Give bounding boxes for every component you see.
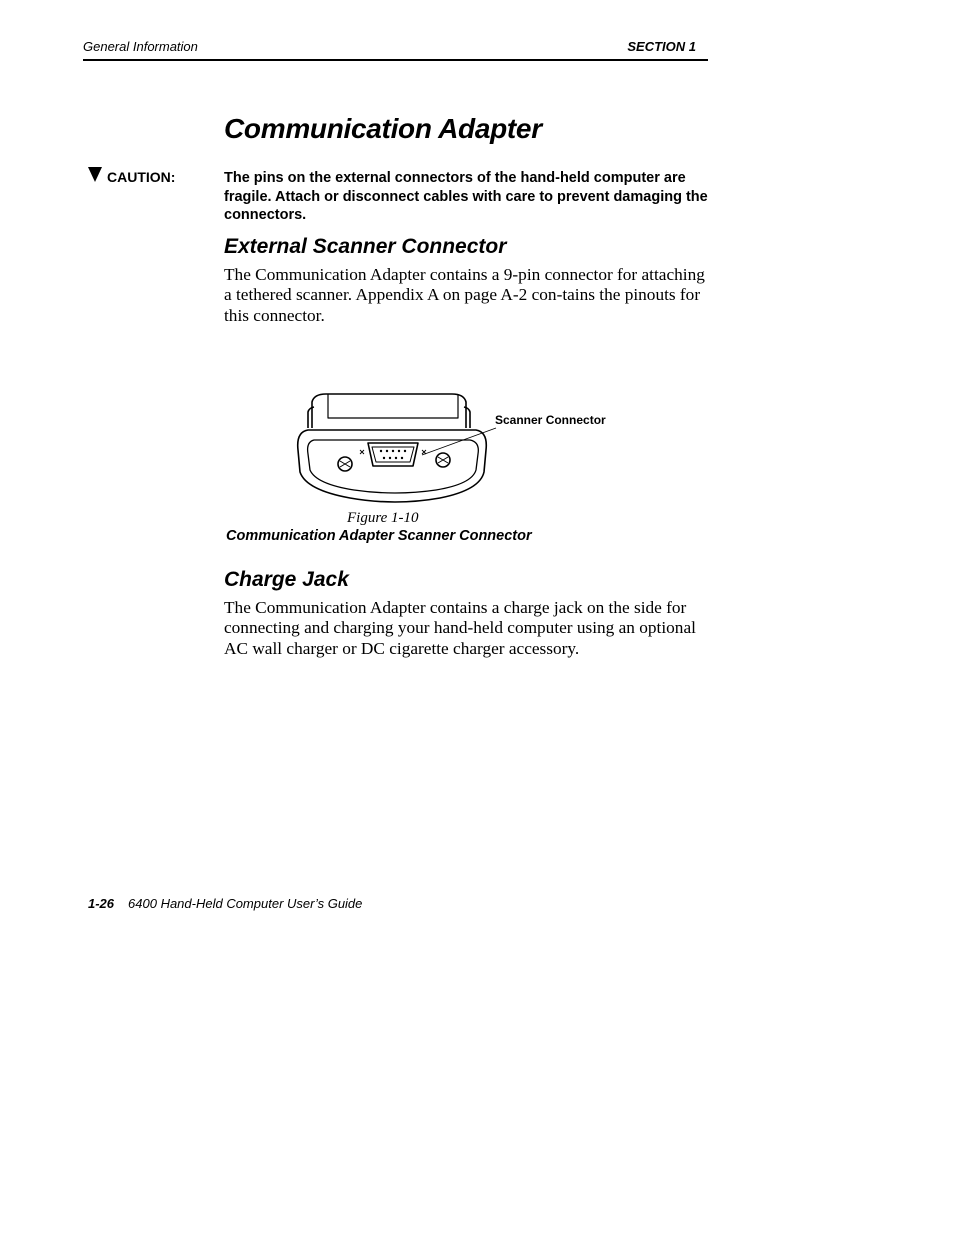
figure-number: Figure 1-10 xyxy=(347,510,419,526)
scanner-connector-heading: External Scanner Connector xyxy=(224,235,507,258)
running-header xyxy=(83,38,708,61)
header-chapter-title: General Information xyxy=(83,39,198,54)
header-section-label: SECTION 1 xyxy=(627,39,696,54)
scanner-connector-paragraph: The Communication Adapter contains a 9-pin connector for attaching a tethered scanner. Appendix A on page A-2 con-tains the pinouts for this connector. xyxy=(224,265,705,325)
guide-title: 6400 Hand-Held Computer User’s Guide xyxy=(128,896,363,911)
communication-adapter-illustration xyxy=(290,388,500,508)
page-title: Communication Adapter xyxy=(224,113,542,144)
page-number: 1-26 xyxy=(88,896,115,911)
scanner-connector-callout: Scanner Connector xyxy=(495,413,606,427)
figure-caption: Communication Adapter Scanner Connector xyxy=(226,528,532,544)
charge-jack-paragraph: The Communication Adapter contains a charge jack on the side for connecting and charging your hand-held computer using an optional AC wall charger or DC cigarette charger accessory. xyxy=(224,598,696,658)
charge-jack-heading: Charge Jack xyxy=(224,568,349,591)
caution-label: CAUTION: xyxy=(107,169,176,185)
caution-text: The pins on the external connectors of the hand-held computer are fragile. Attach or disconnect cables with care to prevent damaging the connectors. xyxy=(224,170,708,223)
page-footer xyxy=(88,896,362,911)
caution-triangle-icon xyxy=(88,167,102,183)
